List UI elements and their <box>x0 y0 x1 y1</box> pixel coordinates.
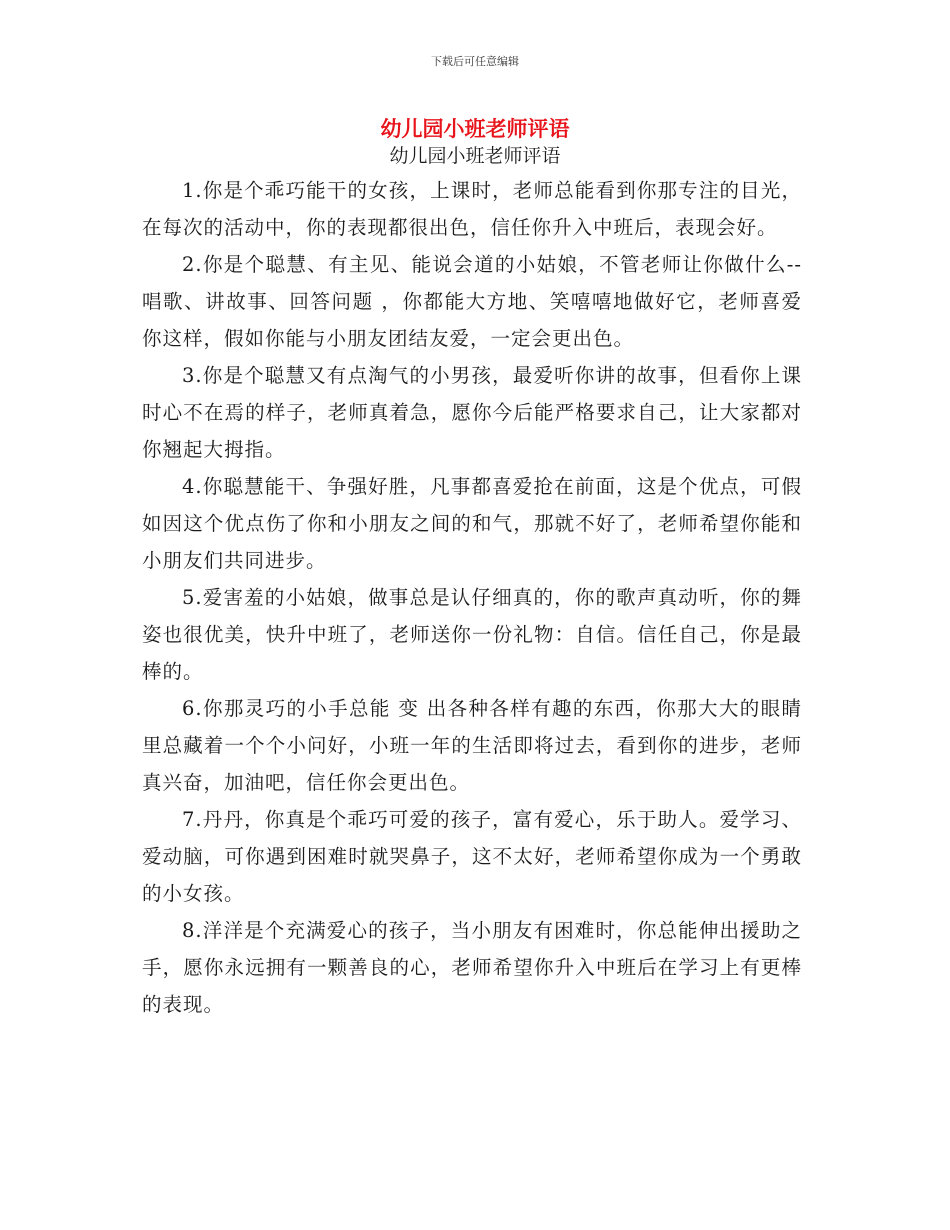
document-title: 幼儿园小班老师评语 <box>380 116 570 141</box>
comment-paragraph-3: 3.你是个聪慧又有点淘气的小男孩，最爱听你讲的故事，但看你上课时心不在焉的样子，老师真着急，愿你今后能严格要求自己，让大家都对你翘起大拇指。 <box>142 364 802 461</box>
comment-paragraph-7: 7.丹丹，你真是个乖巧可爱的孩子，富有爱心，乐于助人。爱学习、爱动脑，可你遇到困难时就哭鼻子，这不太好，老师希望你成为一个勇敢的小女孩。 <box>142 808 802 905</box>
comment-paragraph-1: 1.你是个乖巧能干的女孩，上课时，老师总能看到你那专注的目光，在每次的活动中，你的表现都很出色，信任你升入中班后，表现会好。 <box>142 179 802 239</box>
comment-paragraph-4: 4.你聪慧能干、争强好胜，凡事都喜爱抢在前面，这是个优点，可假如因这个优点伤了你和小朋友之间的和气，那就不好了，老师希望你能和小朋友们共同进步。 <box>142 475 802 572</box>
document-body <box>142 172 802 1023</box>
comment-paragraph-6: 6.你那灵巧的小手总能 变 出各种各样有趣的东西，你那大大的眼睛里总藏着一个个小问好，小班一年的生活即将过去，看到你的进步，老师真兴奋，加油吧，信任你会更出色。 <box>142 697 802 794</box>
comment-paragraph-2: 2.你是个聪慧、有主见、能说会道的小姑娘，不管老师让你做什么--唱歌、讲故事、回答问题 ，你都能大方地、笑嘻嘻地做好它，老师喜爱你这样，假如你能与小朋友团结友爱，一定会更出色。 <box>142 253 802 350</box>
document-subtitle: 幼儿园小班老师评语 <box>389 145 561 167</box>
comment-paragraph-5: 5.爱害羞的小姑娘，做事总是认仔细真的，你的歌声真动听，你的舞姿也很优美，快升中班了，老师送你一份礼物：自信。信任自己，你是最棒的。 <box>142 586 802 683</box>
header-note: 下载后可任意编辑 <box>431 55 519 68</box>
comment-paragraph-8: 8.洋洋是个充满爱心的孩子，当小朋友有困难时，你总能伸出援助之手，愿你永远拥有一颗善良的心，老师希望你升入中班后在学习上有更棒的表现。 <box>142 919 802 1016</box>
